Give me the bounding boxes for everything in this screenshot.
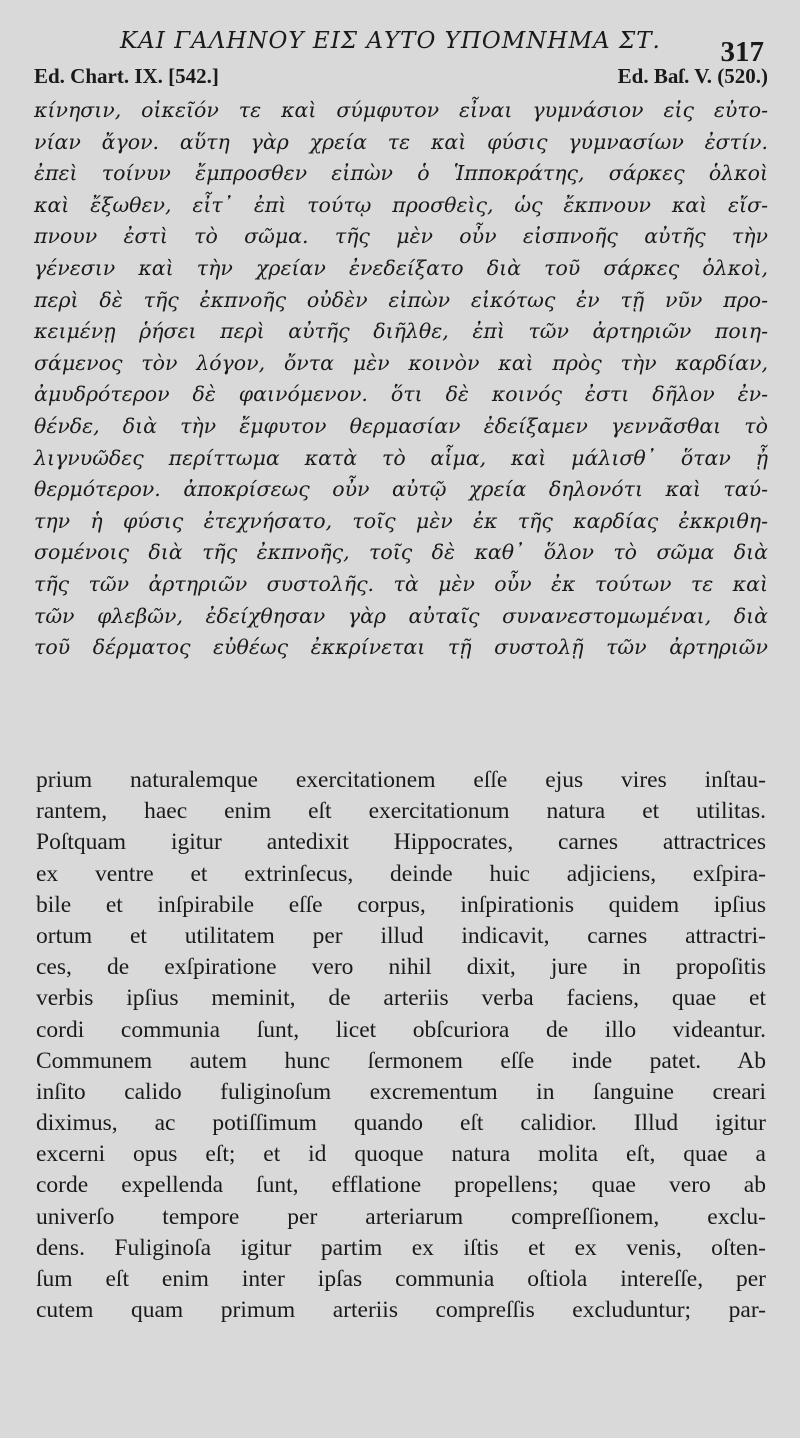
latin-line: Communem autem hunc ſermonem eſſe inde patet. Ab: [36, 1047, 766, 1074]
greek-line: πνουν ἐστὶ τὸ σῶμα. τῆς μὲν οὖν εἰσπνοῆς αὐτῆς τὴν: [34, 224, 768, 249]
greek-line: σομένοις διὰ τῆς ἐκπνοῆς, τοῖς δὲ καθ᾽ ὅλον τὸ σῶμα διὰ: [34, 540, 768, 565]
running-head-title: ΚΑΙ ΓΑΛΗΝΟΥ ΕΙΣ ΑΥΤΟ ΥΠΟΜΝΗΜΑ ΣΤ.: [120, 28, 661, 54]
edition-reference-line: [34, 64, 768, 94]
latin-line: Poſtquam igitur antedixit Hippocrates, carnes attractrices: [36, 829, 766, 856]
greek-line: κίνησιν, οἰκεῖόν τε καὶ σύμφυτον εἶναι γυμνάσιον εἰς εὐτο-: [34, 98, 768, 122]
greek-line: σάμενος τὸν λόγον, ὄντα μὲν κοινὸν καὶ πρὸς τὴν καρδίαν,: [34, 350, 768, 375]
greek-line: περὶ δὲ τῆς ἐκπνοῆς οὐδὲν εἰπὼν εἰκότως ἐν τῇ νῦν προ-: [34, 287, 768, 312]
latin-line: ces, de exſpiratione vero nihil dixit, jure in propoſitis: [36, 954, 766, 981]
latin-line: bile et inſpirabile eſſe corpus, inſpirationis quidem ipſius: [36, 891, 766, 918]
edition-basel-ref: Ed. Baſ. V. (520.): [617, 64, 768, 88]
latin-line: rantem, haec enim eſt exercitationum natura et utilitas.: [36, 798, 766, 825]
greek-line: τῆς τῶν ἀρτηριῶν συστολῆς. τὰ μὲν οὖν ἐκ τούτων τε καὶ: [34, 571, 768, 596]
latin-text-block: [36, 765, 766, 1326]
latin-line: univerſo tempore per arteriarum compreſſionem, exclu-: [36, 1203, 766, 1230]
latin-line: verbis ipſius meminit, de arteriis verba faciens, quae et: [36, 985, 766, 1012]
greek-line: καὶ ἔξωθεν, εἶτ᾽ ἐπὶ τούτῳ προσθεὶς, ὡς ἔκπνουν καὶ εἴσ-: [34, 192, 768, 217]
latin-line: dens. Fuliginoſa igitur partim ex iſtis et ex venis, oſten-: [36, 1234, 766, 1261]
greek-line: λιγνυῶδες περίττωμα κατὰ τὸ αἷμα, καὶ μάλισθ᾽ ὅταν ᾖ: [34, 445, 768, 470]
latin-line: excerni opus eſt; et id quoque natura molita eſt, quae a: [36, 1141, 766, 1168]
page-number: 317: [720, 36, 764, 68]
greek-line: κειμένῃ ῥήσει περὶ αὐτῆς διῆλθε, ἐπὶ τῶν ἀρτηριῶν ποιη-: [34, 319, 768, 344]
greek-line: νίαν ἄγον. αὕτη γὰρ χρεία τε καὶ φύσις γυμνασίων ἐστίν.: [34, 129, 768, 154]
greek-line: ἀμυδρότερον δὲ φαινόμενον. ὅτι δὲ κοινός ἐστι δῆλον ἐν-: [34, 382, 768, 407]
latin-line: corde expellenda ſunt, efflatione propellens; quae vero ab: [36, 1172, 766, 1199]
greek-line: ἐπεὶ τοίνυν ἔμπροσθεν εἰπὼν ὁ Ἱπποκράτης, σάρκες ὁλκοὶ: [34, 161, 768, 186]
latin-line: ex ventre et extrinſecus, deinde huic adjiciens, exſpira-: [36, 860, 766, 887]
greek-line: θένδε, διὰ τὴν ἔμφυτον θερμασίαν ἐδείξαμεν γεννᾶσθαι τὸ: [34, 413, 768, 438]
greek-text-block: [34, 95, 768, 664]
latin-line: diximus, ac potiſſimum quando eſt calidior. Illud igitur: [36, 1110, 766, 1137]
latin-line: ortum et utilitatem per illud indicavit, carnes attractri-: [36, 922, 766, 949]
greek-line: τοῦ δέρματος εὐθέως ἐκκρίνεται τῇ συστολῇ τῶν ἀρτηριῶν: [34, 635, 768, 660]
latin-line: prium naturalemque exercitationem eſſe ejus vires inſtau-: [36, 767, 766, 793]
greek-line: θερμότερον. ἀποκρίσεως οὖν αὐτῷ χρεία δηλονότι καὶ ταύ-: [34, 477, 768, 502]
greek-line: τῶν φλεβῶν, ἐδείχθησαν γὰρ αὐταῖς συνανεστομωμέναι, διὰ: [34, 603, 768, 628]
latin-line: cordi communia ſunt, licet obſcuriora de illo videantur.: [36, 1016, 766, 1043]
edition-chartier-ref: Ed. Chart. IX. [542.]: [34, 64, 219, 88]
latin-line: inſito calido fuliginoſum excrementum in ſanguine creari: [36, 1078, 766, 1105]
greek-line: γένεσιν καὶ τὴν χρείαν ἐνεδείξατο διὰ τοῦ σάρκες ὁλκοὶ,: [34, 255, 768, 280]
latin-line: ſum eſt enim inter ipſas communia oſtiola intereſſe, per: [36, 1266, 766, 1292]
latin-line: cutem quam primum arteriis compreſſis excluduntur; par-: [36, 1297, 766, 1324]
greek-line: την ἡ φύσις ἐτεχνήσατο, τοῖς μὲν ἐκ τῆς καρδίας ἐκκριθη-: [34, 508, 768, 533]
